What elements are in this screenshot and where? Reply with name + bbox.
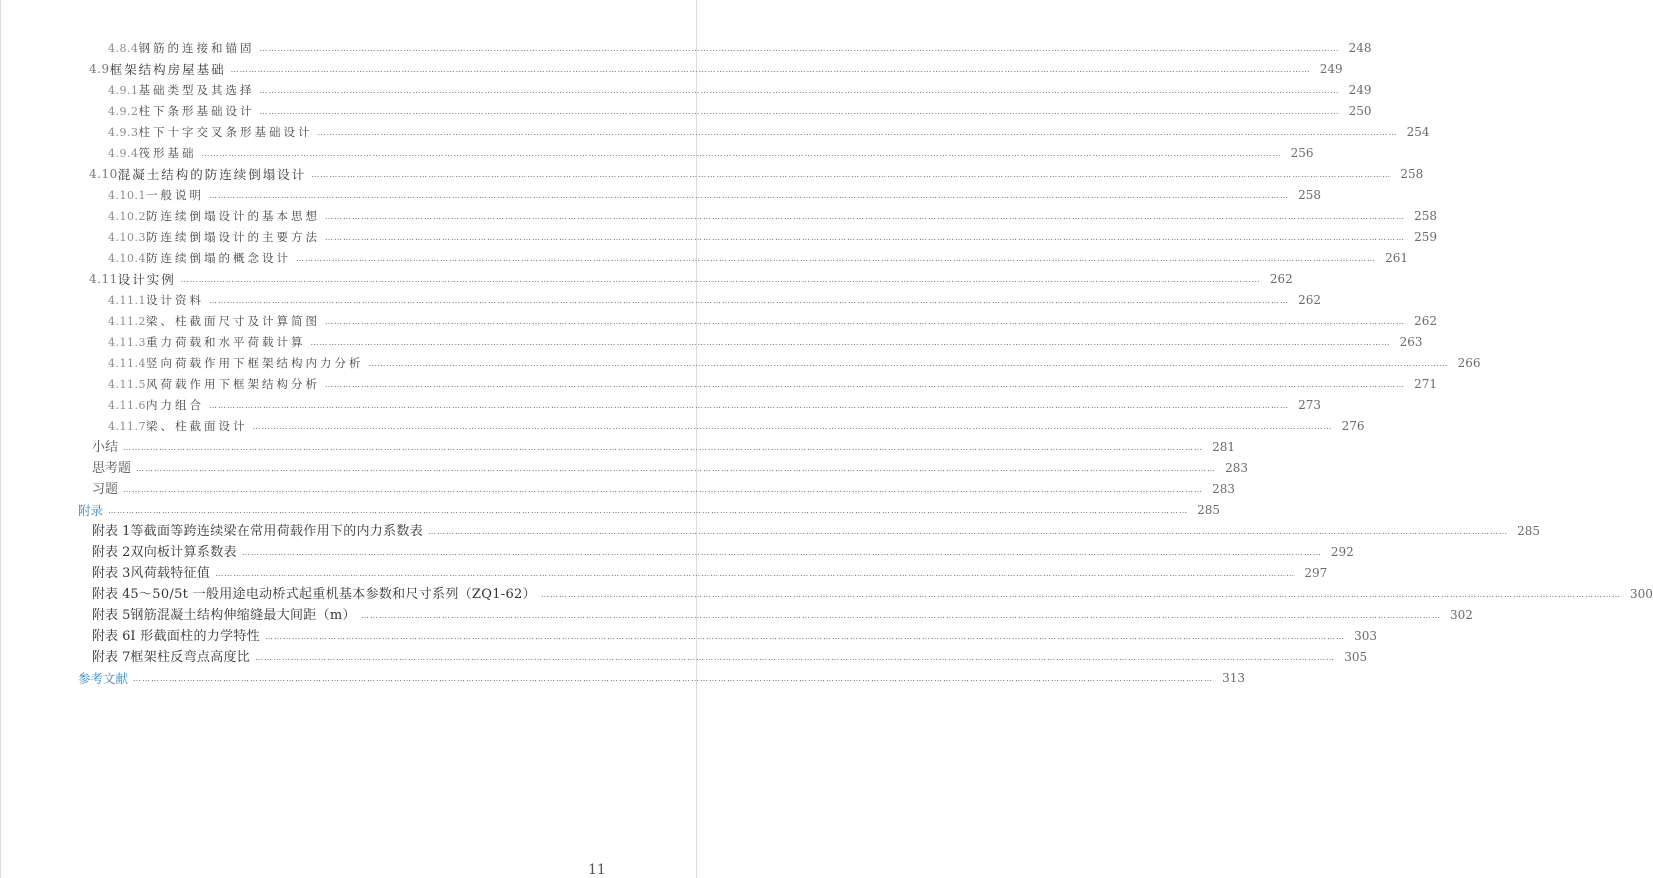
toc-entry-page: 262 bbox=[1298, 293, 1321, 307]
toc-entry-number: 4.9.3 bbox=[108, 126, 139, 139]
toc-entry-title: 钢筋混凝土结构伸缩缝最大间距（m） bbox=[130, 608, 356, 623]
toc-entry-page: 258 bbox=[1414, 209, 1437, 223]
toc-entry[interactable] bbox=[78, 500, 1221, 521]
toc-entry[interactable] bbox=[92, 458, 1249, 479]
toc-entry-page: 259 bbox=[1414, 230, 1437, 244]
toc-entry-title: 竖向荷载作用下框架结构内力分析 bbox=[146, 356, 364, 370]
toc-row bbox=[0, 395, 1321, 416]
toc-entry-title: 双向板计算系数表 bbox=[130, 545, 237, 560]
toc-entry[interactable] bbox=[108, 206, 1437, 227]
toc-entry-number: 附表 5 bbox=[92, 608, 131, 623]
toc-entry-title: 一般说明 bbox=[146, 188, 204, 202]
toc-entry-number: 4.8.4 bbox=[108, 42, 139, 55]
toc-entry-title: 梁、柱截面尺寸及计算简图 bbox=[146, 314, 320, 328]
toc-entry[interactable] bbox=[108, 185, 1321, 206]
toc-entry[interactable] bbox=[92, 563, 1328, 584]
toc-entry[interactable] bbox=[108, 395, 1321, 416]
toc-entry[interactable] bbox=[108, 101, 1372, 122]
toc-entry-number: 4.11.4 bbox=[108, 357, 146, 370]
toc-row bbox=[0, 416, 1365, 437]
toc-row bbox=[0, 290, 1321, 311]
toc-entry-number: 4.10.1 bbox=[108, 189, 146, 202]
toc-entry-title: 梁、柱截面设计 bbox=[146, 419, 248, 433]
toc-row bbox=[0, 143, 1314, 164]
toc-entry[interactable] bbox=[108, 38, 1372, 59]
toc-entry-title: 风荷载作用下框架结构分析 bbox=[146, 377, 320, 391]
toc-entry-title: 框架柱反弯点高度比 bbox=[130, 650, 251, 665]
toc-entry-page: 305 bbox=[1344, 650, 1368, 664]
toc-entry[interactable] bbox=[108, 353, 1481, 374]
toc-row bbox=[0, 479, 1236, 500]
toc-row bbox=[0, 542, 1354, 563]
toc-entry[interactable] bbox=[108, 290, 1321, 311]
toc-entry-page: 313 bbox=[1222, 671, 1246, 685]
toc-row bbox=[0, 605, 1473, 626]
toc-entry-page: 285 bbox=[1517, 524, 1541, 538]
toc-entry-page: 266 bbox=[1457, 356, 1481, 370]
toc-entry[interactable] bbox=[92, 584, 1653, 605]
toc-leader-dots: ……………………………………………………………………………………………………………………………………………………………………………………………………………………………………………………………………………………………………………………………… bbox=[310, 338, 1391, 347]
toc-entry-title: 基础类型及其选择 bbox=[138, 83, 255, 97]
toc-entry-number: 4.9.2 bbox=[108, 105, 139, 118]
toc-leader-dots: ……………………………………………………………………………………………………………………………………………………………………………………………………………………………………………………………………………………………………………………………… bbox=[540, 590, 1621, 599]
toc-entry-title: 思考题 bbox=[92, 461, 132, 476]
toc-entry[interactable] bbox=[108, 122, 1430, 143]
toc-row bbox=[0, 185, 1321, 206]
toc-leader-dots: ……………………………………………………………………………………………………………………………………………………………………………………………………………………………………………………………………………………………………………………………… bbox=[259, 44, 1340, 53]
toc-row bbox=[0, 164, 1424, 185]
toc-row bbox=[0, 206, 1437, 227]
toc-entry-number: 附表 2 bbox=[92, 545, 131, 560]
toc-row bbox=[0, 311, 1437, 332]
toc-row bbox=[0, 248, 1408, 269]
toc-row bbox=[0, 227, 1437, 248]
toc-entry-page: 300 bbox=[1630, 587, 1653, 601]
toc-entry-number: 附表 3 bbox=[92, 566, 131, 581]
toc-leader-dots: ……………………………………………………………………………………………………………………………………………………………………………………………………………………………………………………………………………………………………………………………… bbox=[325, 233, 1405, 242]
toc-leader-dots: ……………………………………………………………………………………………………………………………………………………………………………………………………………………………………………………………………………………………………………………………… bbox=[255, 653, 1336, 662]
toc-entry-number: 4.10.2 bbox=[108, 210, 146, 223]
toc-entry-page: 249 bbox=[1348, 83, 1372, 97]
toc-entry-title: 筏形基础 bbox=[138, 146, 197, 160]
toc-entry-title: 防连续倒塌设计的基本思想 bbox=[146, 209, 320, 223]
toc-entry-number: 4.11.6 bbox=[108, 399, 146, 412]
toc-leader-dots: ……………………………………………………………………………………………………………………………………………………………………………………………………………………………………………………………………………………………………………………………… bbox=[133, 674, 1214, 683]
toc-entry-title: 框架结构房屋基础 bbox=[109, 62, 226, 77]
toc-entry-page: 256 bbox=[1290, 146, 1314, 160]
toc-leader-dots: ……………………………………………………………………………………………………………………………………………………………………………………………………………………………………………………………………………………………………………………………… bbox=[209, 191, 1289, 200]
toc-leader-dots: ……………………………………………………………………………………………………………………………………………………………………………………………………………………………………………………………………………………………………………………………… bbox=[108, 506, 1189, 515]
toc-row bbox=[0, 80, 1372, 101]
toc-entry-title: 参考文献 bbox=[78, 671, 129, 686]
toc-leader-dots: ……………………………………………………………………………………………………………………………………………………………………………………………………………………………………………………………………………………………………………………………… bbox=[368, 359, 1449, 368]
toc-entry-number: 4.11.3 bbox=[108, 336, 146, 349]
toc-entry-page: 271 bbox=[1414, 377, 1437, 391]
toc-row bbox=[0, 668, 1246, 689]
toc-leader-dots: ……………………………………………………………………………………………………………………………………………………………………………………………………………………………………………………………………………………………………………………………… bbox=[201, 149, 1282, 158]
toc-entry-number: 4.11 bbox=[89, 272, 118, 286]
toc-entry-number: 附表 7 bbox=[92, 650, 131, 665]
toc-entry-page: 302 bbox=[1449, 608, 1473, 622]
toc-leader-dots: ……………………………………………………………………………………………………………………………………………………………………………………………………………………………………………………………………………………………………………………………… bbox=[296, 254, 1376, 263]
toc-entry-title: 设计实例 bbox=[117, 272, 176, 287]
toc-entry-number: 4.9 bbox=[89, 62, 110, 76]
toc-entry-page: 303 bbox=[1354, 629, 1377, 643]
toc-entry-number: 4.10 bbox=[89, 167, 118, 181]
toc-leader-dots: ……………………………………………………………………………………………………………………………………………………………………………………………………………………………………………………………………………………………………………………………… bbox=[325, 380, 1405, 389]
toc-entry-number: 4.11.2 bbox=[108, 315, 146, 328]
toc-entry-number: 4.11.7 bbox=[108, 420, 146, 433]
toc-leader-dots: ……………………………………………………………………………………………………………………………………………………………………………………………………………………………………………………………………………………………………………………………… bbox=[360, 611, 1441, 620]
toc-row bbox=[0, 500, 1221, 521]
toc-leader-dots: ……………………………………………………………………………………………………………………………………………………………………………………………………………………………………………………………………………………………………………………………… bbox=[264, 632, 1345, 641]
toc-entry-page: 250 bbox=[1348, 104, 1372, 118]
toc-row bbox=[0, 332, 1423, 353]
toc-entry-page: 292 bbox=[1330, 545, 1354, 559]
toc-entry-title: 设计资料 bbox=[146, 293, 204, 307]
toc-entry-page: 283 bbox=[1225, 461, 1249, 475]
toc-entry-title: 5～50/5t 一般用途电动桥式起重机基本参数和尺寸系列（ZQ1-62） bbox=[130, 587, 536, 602]
toc-entry-title: I 形截面柱的力学特性 bbox=[130, 629, 260, 644]
toc-entry-title: 习题 bbox=[92, 482, 119, 497]
toc-leader-dots: ……………………………………………………………………………………………………………………………………………………………………………………………………………………………………………………………………………………………………………………………… bbox=[428, 527, 1509, 536]
toc-leader-dots: ……………………………………………………………………………………………………………………………………………………………………………………………………………………………………………………………………………………………………………………………… bbox=[252, 422, 1333, 431]
page-number: 11 bbox=[588, 862, 606, 878]
toc-entry-page: 248 bbox=[1348, 41, 1372, 55]
toc-leader-dots: ……………………………………………………………………………………………………………………………………………………………………………………………………………………………………………………………………………………………………………………………… bbox=[123, 485, 1204, 494]
toc-entry-page: 285 bbox=[1197, 503, 1221, 517]
toc-entry[interactable] bbox=[89, 269, 1293, 290]
toc-entry-page: 258 bbox=[1400, 167, 1424, 181]
toc-entry-title: 柱下条形基础设计 bbox=[138, 104, 255, 118]
toc-entry-page: 297 bbox=[1304, 566, 1328, 580]
toc-entry-page: 254 bbox=[1406, 125, 1430, 139]
toc-leader-dots: ……………………………………………………………………………………………………………………………………………………………………………………………………………………………………………………………………………………………………………………………… bbox=[230, 65, 1311, 74]
toc-row bbox=[0, 59, 1343, 80]
toc-entry-page: 276 bbox=[1341, 419, 1365, 433]
toc-entry-title: 重力荷载和水平荷载计算 bbox=[146, 335, 306, 349]
toc-entry[interactable] bbox=[92, 437, 1236, 458]
toc-leader-dots: ……………………………………………………………………………………………………………………………………………………………………………………………………………………………………………………………………………………………………………………………… bbox=[325, 317, 1405, 326]
toc-row bbox=[0, 521, 1541, 542]
toc-entry[interactable] bbox=[108, 227, 1437, 248]
toc-leader-dots: ……………………………………………………………………………………………………………………………………………………………………………………………………………………………………………………………………………………………………………………………… bbox=[241, 548, 1322, 557]
toc-entry-number: 4.11.5 bbox=[108, 378, 146, 391]
toc-entry-title: 混凝土结构的防连续倒塌设计 bbox=[117, 167, 307, 182]
toc-entry-page: 273 bbox=[1298, 398, 1321, 412]
toc-entry[interactable] bbox=[108, 248, 1408, 269]
toc-entry-title: 等截面等跨连续梁在常用荷载作用下的内力系数表 bbox=[130, 524, 424, 539]
toc-row bbox=[0, 584, 1653, 605]
toc-row bbox=[0, 269, 1293, 290]
toc-entry[interactable] bbox=[92, 647, 1368, 668]
toc-entry[interactable] bbox=[108, 143, 1314, 164]
toc-entry-title: 小结 bbox=[92, 440, 119, 455]
toc-row bbox=[0, 353, 1481, 374]
toc-entry-title: 风荷载特征值 bbox=[130, 566, 211, 581]
toc-entry-title: 柱下十字交叉条形基础设计 bbox=[138, 125, 313, 139]
toc-entry[interactable] bbox=[108, 311, 1437, 332]
toc-row bbox=[0, 122, 1430, 143]
toc-entry-page: 249 bbox=[1319, 62, 1343, 76]
toc-entry-page: 261 bbox=[1385, 251, 1408, 265]
toc-entry-number: 附表 6 bbox=[92, 629, 131, 644]
toc-leader-dots: ……………………………………………………………………………………………………………………………………………………………………………………………………………………………………………………………………………………………………………………………… bbox=[259, 86, 1340, 95]
toc-entry[interactable] bbox=[108, 416, 1365, 437]
toc-leader-dots: ……………………………………………………………………………………………………………………………………………………………………………………………………………………………………………………………………………………………………………………………… bbox=[180, 275, 1261, 284]
toc-leader-dots: ……………………………………………………………………………………………………………………………………………………………………………………………………………………………………………………………………………………………………………………………… bbox=[209, 296, 1289, 305]
toc-entry-page: 258 bbox=[1298, 188, 1321, 202]
toc-entry[interactable] bbox=[89, 59, 1343, 80]
toc-row bbox=[0, 101, 1372, 122]
toc-entry-page: 262 bbox=[1269, 272, 1293, 286]
toc-row bbox=[0, 374, 1437, 395]
toc-row bbox=[0, 626, 1377, 647]
toc-row bbox=[0, 458, 1249, 479]
toc-leader-dots: ……………………………………………………………………………………………………………………………………………………………………………………………………………………………………………………………………………………………………………………………… bbox=[317, 128, 1398, 137]
toc-leader-dots: ……………………………………………………………………………………………………………………………………………………………………………………………………………………………………………………………………………………………………………………………… bbox=[136, 464, 1217, 473]
toc-entry[interactable] bbox=[108, 374, 1437, 395]
toc-entry[interactable] bbox=[92, 521, 1541, 542]
toc-entry-number: 附表 4 bbox=[92, 587, 131, 602]
toc-entry-title: 防连续倒塌的概念设计 bbox=[146, 251, 291, 265]
toc-entry[interactable] bbox=[89, 164, 1424, 185]
toc-leader-dots: ……………………………………………………………………………………………………………………………………………………………………………………………………………………………………………………………………………………………………………………………… bbox=[123, 443, 1204, 452]
toc-leader-dots: ……………………………………………………………………………………………………………………………………………………………………………………………………………………………………………………………………………………………………………………………… bbox=[311, 170, 1392, 179]
toc-row bbox=[0, 647, 1368, 668]
toc-entry-page: 281 bbox=[1212, 440, 1236, 454]
toc-entry-number: 4.11.1 bbox=[108, 294, 146, 307]
toc-entry[interactable] bbox=[108, 80, 1372, 101]
toc-entry[interactable] bbox=[92, 605, 1473, 626]
toc-entry[interactable] bbox=[92, 626, 1377, 647]
toc-entry-page: 283 bbox=[1212, 482, 1236, 496]
toc-row bbox=[0, 563, 1328, 584]
toc-entry[interactable] bbox=[108, 332, 1423, 353]
toc-entry-page: 263 bbox=[1399, 335, 1423, 349]
toc-entry-title: 内力组合 bbox=[146, 398, 204, 412]
toc-row bbox=[0, 437, 1236, 458]
toc-leader-dots: ……………………………………………………………………………………………………………………………………………………………………………………………………………………………………………………………………………………………………………………………… bbox=[209, 401, 1289, 410]
toc-row bbox=[0, 38, 1372, 59]
toc-entry-title: 防连续倒塌设计的主要方法 bbox=[146, 230, 320, 244]
toc-entry-number: 4.9.4 bbox=[108, 147, 139, 160]
toc-entry[interactable] bbox=[78, 668, 1246, 689]
toc-entry-number: 4.10.3 bbox=[108, 231, 146, 244]
toc-entry[interactable] bbox=[92, 542, 1354, 563]
toc-entry-number: 4.10.4 bbox=[108, 252, 146, 265]
toc-entry-page: 262 bbox=[1414, 314, 1437, 328]
toc-entry-number: 附表 1 bbox=[92, 524, 131, 539]
toc-leader-dots: ……………………………………………………………………………………………………………………………………………………………………………………………………………………………………………………………………………………………………………………………… bbox=[215, 569, 1296, 578]
toc-entry[interactable] bbox=[92, 479, 1236, 500]
toc-entry-title: 附录 bbox=[78, 503, 104, 518]
toc-leader-dots: ……………………………………………………………………………………………………………………………………………………………………………………………………………………………………………………………………………………………………………………………… bbox=[259, 107, 1340, 116]
toc-entry-title: 钢筋的连接和锚固 bbox=[138, 41, 255, 55]
toc-leader-dots: ……………………………………………………………………………………………………………………………………………………………………………………………………………………………………………………………………………………………………………………………… bbox=[325, 212, 1405, 221]
toc-entry-number: 4.9.1 bbox=[108, 84, 139, 97]
